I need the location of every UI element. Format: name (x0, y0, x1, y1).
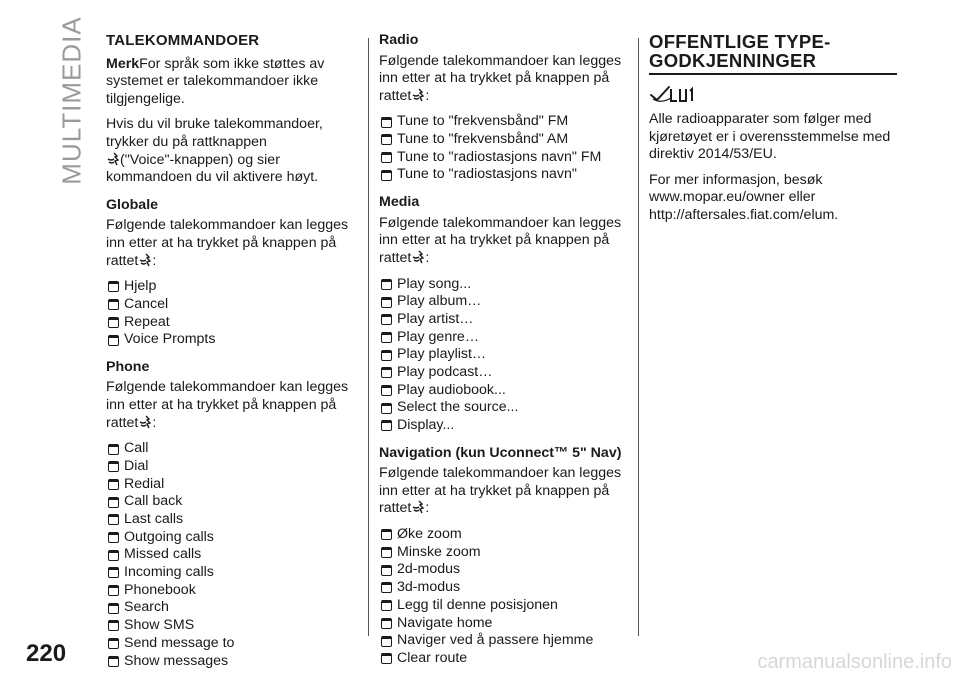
list-item-text: Play song... (397, 275, 472, 292)
globale-list (106, 278, 364, 349)
checkbox-bullet-icon (108, 567, 119, 578)
globale-text (106, 217, 364, 270)
list-item (106, 582, 364, 600)
list-item-text: Hjelp (124, 278, 157, 295)
list-item (106, 529, 364, 547)
list-item (106, 635, 364, 653)
checkbox-bullet-icon (381, 618, 392, 629)
list-item (379, 544, 631, 562)
radio-text (379, 53, 631, 106)
list-item (379, 293, 631, 311)
checkbox-bullet-icon (381, 314, 392, 325)
list-item-text: Play audiobook... (397, 381, 506, 398)
voice-button-icon (412, 500, 424, 514)
list-item (379, 417, 631, 435)
voice-button-icon (107, 152, 119, 166)
list-item (379, 131, 631, 149)
checkbox-bullet-icon (381, 350, 392, 361)
list-item-text: Play album… (397, 293, 482, 310)
list-item (379, 650, 631, 668)
checkbox-bullet-icon (108, 461, 119, 472)
intro-text-b: ("Voice"-knappen) og sier kommandoen du vil aktivere høyt. (106, 151, 319, 186)
navigation-text (379, 465, 631, 518)
list-item (379, 382, 631, 400)
colon: : (425, 500, 430, 517)
list-item (106, 653, 364, 671)
column-divider-2 (638, 38, 639, 636)
phone-text (106, 379, 364, 432)
list-item-text: Incoming calls (124, 564, 214, 581)
checkbox-bullet-icon (381, 332, 392, 343)
checkbox-bullet-icon (108, 335, 119, 346)
list-item-text: Show SMS (124, 617, 195, 634)
radio-text-body: Følgende talekommandoer kan legges inn etter at ha trykket på knappen på rattet (379, 52, 622, 104)
list-item-text: Play podcast… (397, 363, 493, 380)
checkbox-bullet-icon (108, 479, 119, 490)
list-item-text: Last calls (124, 511, 184, 528)
list-item (106, 617, 364, 635)
checkbox-bullet-icon (381, 152, 392, 163)
checkbox-bullet-icon (108, 514, 119, 525)
checkbox-bullet-icon (108, 550, 119, 561)
list-item-text: Play genre… (397, 328, 480, 345)
note-label: Merk (106, 55, 140, 72)
checkbox-bullet-icon (381, 653, 392, 664)
voice-commands-heading: TALEKOMMANDOER (106, 32, 260, 49)
list-item (379, 526, 631, 544)
list-item-text: Naviger ved å passere hjemme (397, 632, 594, 649)
checkbox-bullet-icon (381, 117, 392, 128)
list-item (379, 346, 631, 364)
list-item (379, 364, 631, 382)
checkbox-bullet-icon (381, 279, 392, 290)
list-item (106, 314, 364, 332)
list-item (379, 561, 631, 579)
globale-text-body: Følgende talekommandoer kan legges inn etter at ha trykket på knappen på rattet (106, 217, 349, 269)
list-item-text: Play artist… (397, 310, 474, 327)
navigation-text-body: Følgende talekommandoer kan legges inn etter at ha trykket på knappen på rattet (379, 465, 622, 517)
colon: : (425, 249, 430, 266)
phone-text-body: Følgende talekommandoer kan legges inn etter at ha trykket på knappen på rattet (106, 379, 349, 431)
list-item-text: Legg til denne posisjonen (397, 596, 558, 613)
type-approval-paragraph-2: For mer informasjon, besøk www.mopar.eu/owner eller http://aftersales.fiat.com/elum. (649, 171, 839, 223)
navigation-title: Navigation (kun Uconnect™ 5" Nav) (379, 444, 622, 461)
list-item-text: Tune to "frekvensbånd" FM (397, 113, 569, 130)
list-item (106, 331, 364, 349)
type-approvals-heading-line2: GODKJENNINGER (649, 50, 817, 71)
section-side-label (52, 15, 92, 185)
checkbox-bullet-icon (381, 367, 392, 378)
type-approvals-heading (649, 32, 897, 75)
colon: : (152, 252, 157, 269)
certification-icon (649, 83, 697, 105)
list-item (379, 399, 631, 417)
list-item-text: Redial (124, 475, 165, 492)
list-item (106, 599, 364, 617)
list-item (106, 296, 364, 314)
colon: : (152, 414, 157, 431)
list-item-text: 3d-modus (397, 579, 461, 596)
list-item-text: Display... (397, 417, 455, 434)
list-item (379, 615, 631, 633)
radio-title: Radio (379, 32, 419, 48)
phone-title: Phone (106, 358, 150, 375)
list-item-text: Repeat (124, 313, 170, 330)
checkbox-bullet-icon (108, 281, 119, 292)
checkbox-bullet-icon (108, 656, 119, 667)
checkbox-bullet-icon (108, 299, 119, 310)
navigation-list (379, 526, 631, 668)
list-item (106, 476, 364, 494)
list-item-text: Cancel (124, 295, 169, 312)
page-number: 220 (26, 640, 67, 667)
checkbox-bullet-icon (108, 497, 119, 508)
globale-title: Globale (106, 196, 159, 213)
list-item-text: Search (124, 599, 169, 616)
media-text (379, 215, 631, 268)
list-item-text: Voice Prompts (124, 331, 216, 348)
list-item-text: Dial (124, 457, 149, 474)
column-divider-1 (368, 38, 369, 636)
list-item (379, 329, 631, 347)
list-item (379, 632, 631, 650)
list-item-text: Show messages (124, 652, 229, 669)
list-item-text: Phonebook (124, 581, 196, 598)
list-item (106, 511, 364, 529)
column-3 (649, 32, 897, 233)
column-1 (106, 32, 364, 678)
list-item-text: Send message to (124, 634, 235, 651)
list-item-text: Navigate home (397, 614, 493, 631)
list-item (106, 278, 364, 296)
list-item (379, 579, 631, 597)
checkbox-bullet-icon (381, 403, 392, 414)
list-item (106, 546, 364, 564)
list-item-text: Tune to "radiostasjons navn" (397, 166, 577, 183)
list-item-text: Clear route (397, 649, 468, 666)
list-item-text: Tune to "radiostasjons navn" FM (397, 148, 602, 165)
checkbox-bullet-icon (381, 547, 392, 558)
section-side-label-text: MULTIMEDIA (56, 15, 87, 185)
list-item (106, 458, 364, 476)
checkbox-bullet-icon (381, 582, 392, 593)
list-item-text: Øke zoom (397, 526, 462, 543)
column-2 (379, 32, 631, 676)
note-text: For språk som ikke støttes av systemet er talekommandoer ikke tilgjengelige. (106, 55, 325, 107)
list-item (379, 276, 631, 294)
checkbox-bullet-icon (381, 565, 392, 576)
voice-button-icon (412, 250, 424, 264)
intro-paragraph (106, 116, 364, 186)
voice-button-icon (139, 415, 151, 429)
list-item (379, 166, 631, 184)
checkbox-bullet-icon (108, 603, 119, 614)
list-item (379, 113, 631, 131)
list-item (106, 440, 364, 458)
list-item-text: Play playlist… (397, 346, 487, 363)
checkbox-bullet-icon (381, 600, 392, 611)
type-approval-paragraph-1: Alle radioapparater som følger med kjøretøyet er i overensstemmelse med direktiv 2014/53/EU. (649, 111, 891, 163)
list-item-text: Outgoing calls (124, 528, 214, 545)
checkbox-bullet-icon (381, 170, 392, 181)
checkbox-bullet-icon (108, 638, 119, 649)
type-approvals-heading-line1: OFFENTLIGE TYPE- (649, 31, 831, 52)
checkbox-bullet-icon (381, 297, 392, 308)
checkbox-bullet-icon (108, 444, 119, 455)
list-item-text: Call back (124, 493, 183, 510)
list-item (106, 493, 364, 511)
media-text-body: Følgende talekommandoer kan legges inn etter at ha trykket på knappen på rattet (379, 214, 622, 266)
list-item-text: Missed calls (124, 546, 202, 563)
list-item-text: 2d-modus (397, 561, 461, 578)
intro-text-a: Hvis du vil bruke talekommandoer, trykker du på rattknappen (106, 116, 323, 150)
checkbox-bullet-icon (108, 532, 119, 543)
radio-list (379, 113, 631, 184)
phone-list (106, 440, 364, 670)
media-list (379, 276, 631, 435)
checkbox-bullet-icon (381, 385, 392, 396)
checkbox-bullet-icon (108, 620, 119, 631)
list-item-text: Tune to "frekvensbånd" AM (397, 131, 569, 148)
list-item-text: Call (124, 440, 149, 457)
list-item (379, 311, 631, 329)
checkbox-bullet-icon (381, 134, 392, 145)
voice-button-icon (412, 88, 424, 102)
list-item (379, 149, 631, 167)
watermark: carmanualsonline.info (757, 651, 952, 673)
list-item (379, 597, 631, 615)
checkbox-bullet-icon (108, 585, 119, 596)
checkbox-bullet-icon (381, 420, 392, 431)
list-item (106, 564, 364, 582)
note-paragraph (106, 56, 364, 109)
voice-button-icon (139, 253, 151, 267)
colon: : (425, 87, 430, 104)
list-item-text: Select the source... (397, 399, 519, 416)
checkbox-bullet-icon (381, 529, 392, 540)
checkbox-bullet-icon (381, 636, 392, 647)
list-item-text: Minske zoom (397, 543, 481, 560)
checkbox-bullet-icon (108, 317, 119, 328)
media-title: Media (379, 194, 420, 211)
